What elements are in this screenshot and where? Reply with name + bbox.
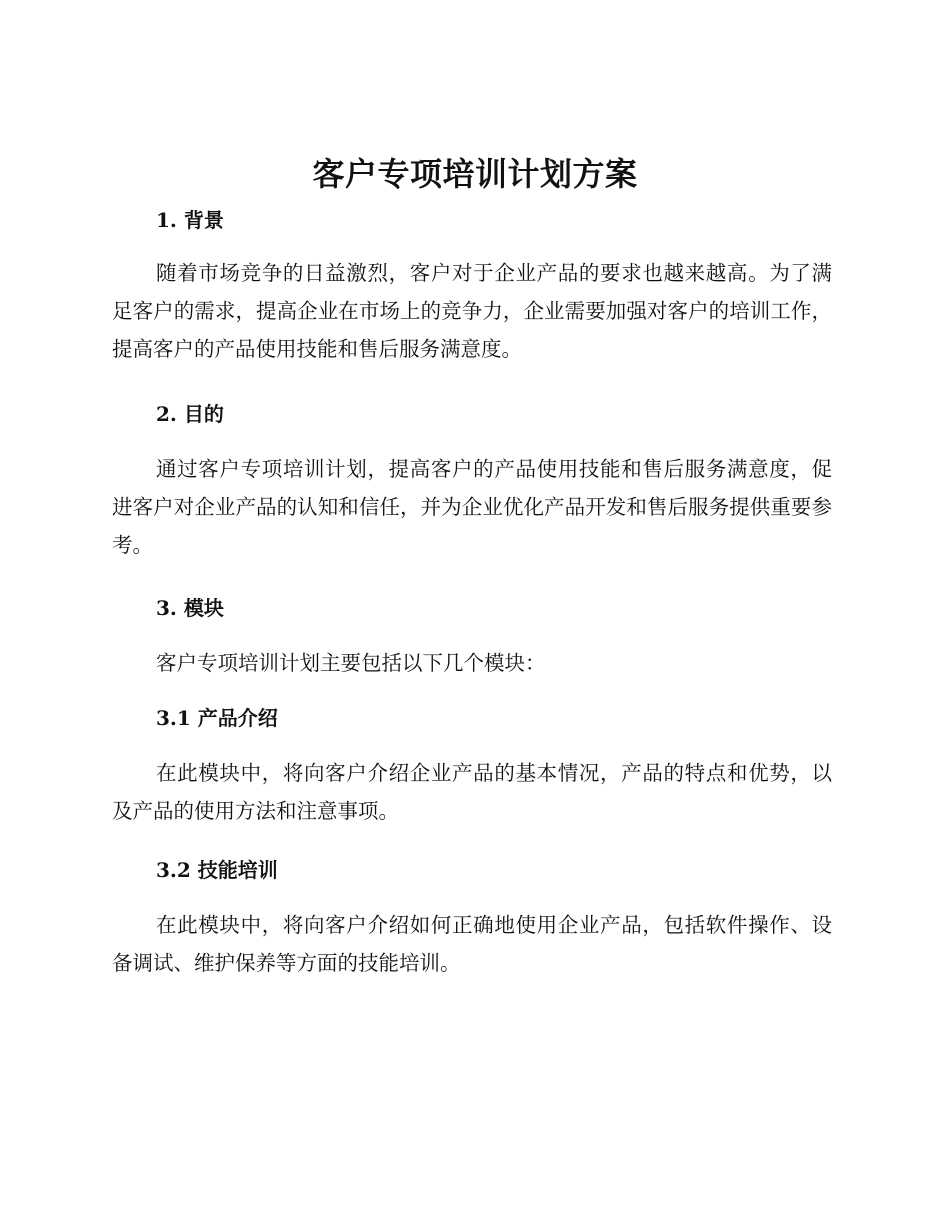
section-heading-product-intro: 3.1 产品介绍 bbox=[156, 706, 278, 730]
section-heading-skill-training: 3.2 技能培训 bbox=[156, 858, 278, 882]
section-body-modules: 客户专项培训计划主要包括以下几个模块： bbox=[156, 651, 546, 675]
section-body-purpose: 通过客户专项培训计划，提高客户的产品使用技能和售后服务满意度，促进客户对企业产品的认知和信任，并为企业优化产品开发和售后服务提供重要参考。 bbox=[112, 457, 832, 557]
section-heading-modules: 3. 模块 bbox=[156, 596, 224, 620]
section-body-skill-training: 在此模块中，将向客户介绍如何正确地使用企业产品，包括软件操作、设备调试、维护保养等方面的技能培训。 bbox=[112, 913, 832, 975]
section-body-background: 随着市场竞争的日益激烈，客户对于企业产品的要求也越来越高。为了满足客户的需求，提高企业在市场上的竞争力，企业需要加强对客户的培训工作，提高客户的产品使用技能和售后服务满意度。 bbox=[112, 261, 832, 361]
section-heading-purpose: 2. 目的 bbox=[156, 402, 224, 426]
document-title: 客户专项培训计划方案 bbox=[312, 155, 638, 193]
section-body-product-intro: 在此模块中，将向客户介绍企业产品的基本情况，产品的特点和优势，以及产品的使用方法和注意事项。 bbox=[112, 761, 832, 823]
section-heading-background: 1. 背景 bbox=[156, 208, 224, 232]
